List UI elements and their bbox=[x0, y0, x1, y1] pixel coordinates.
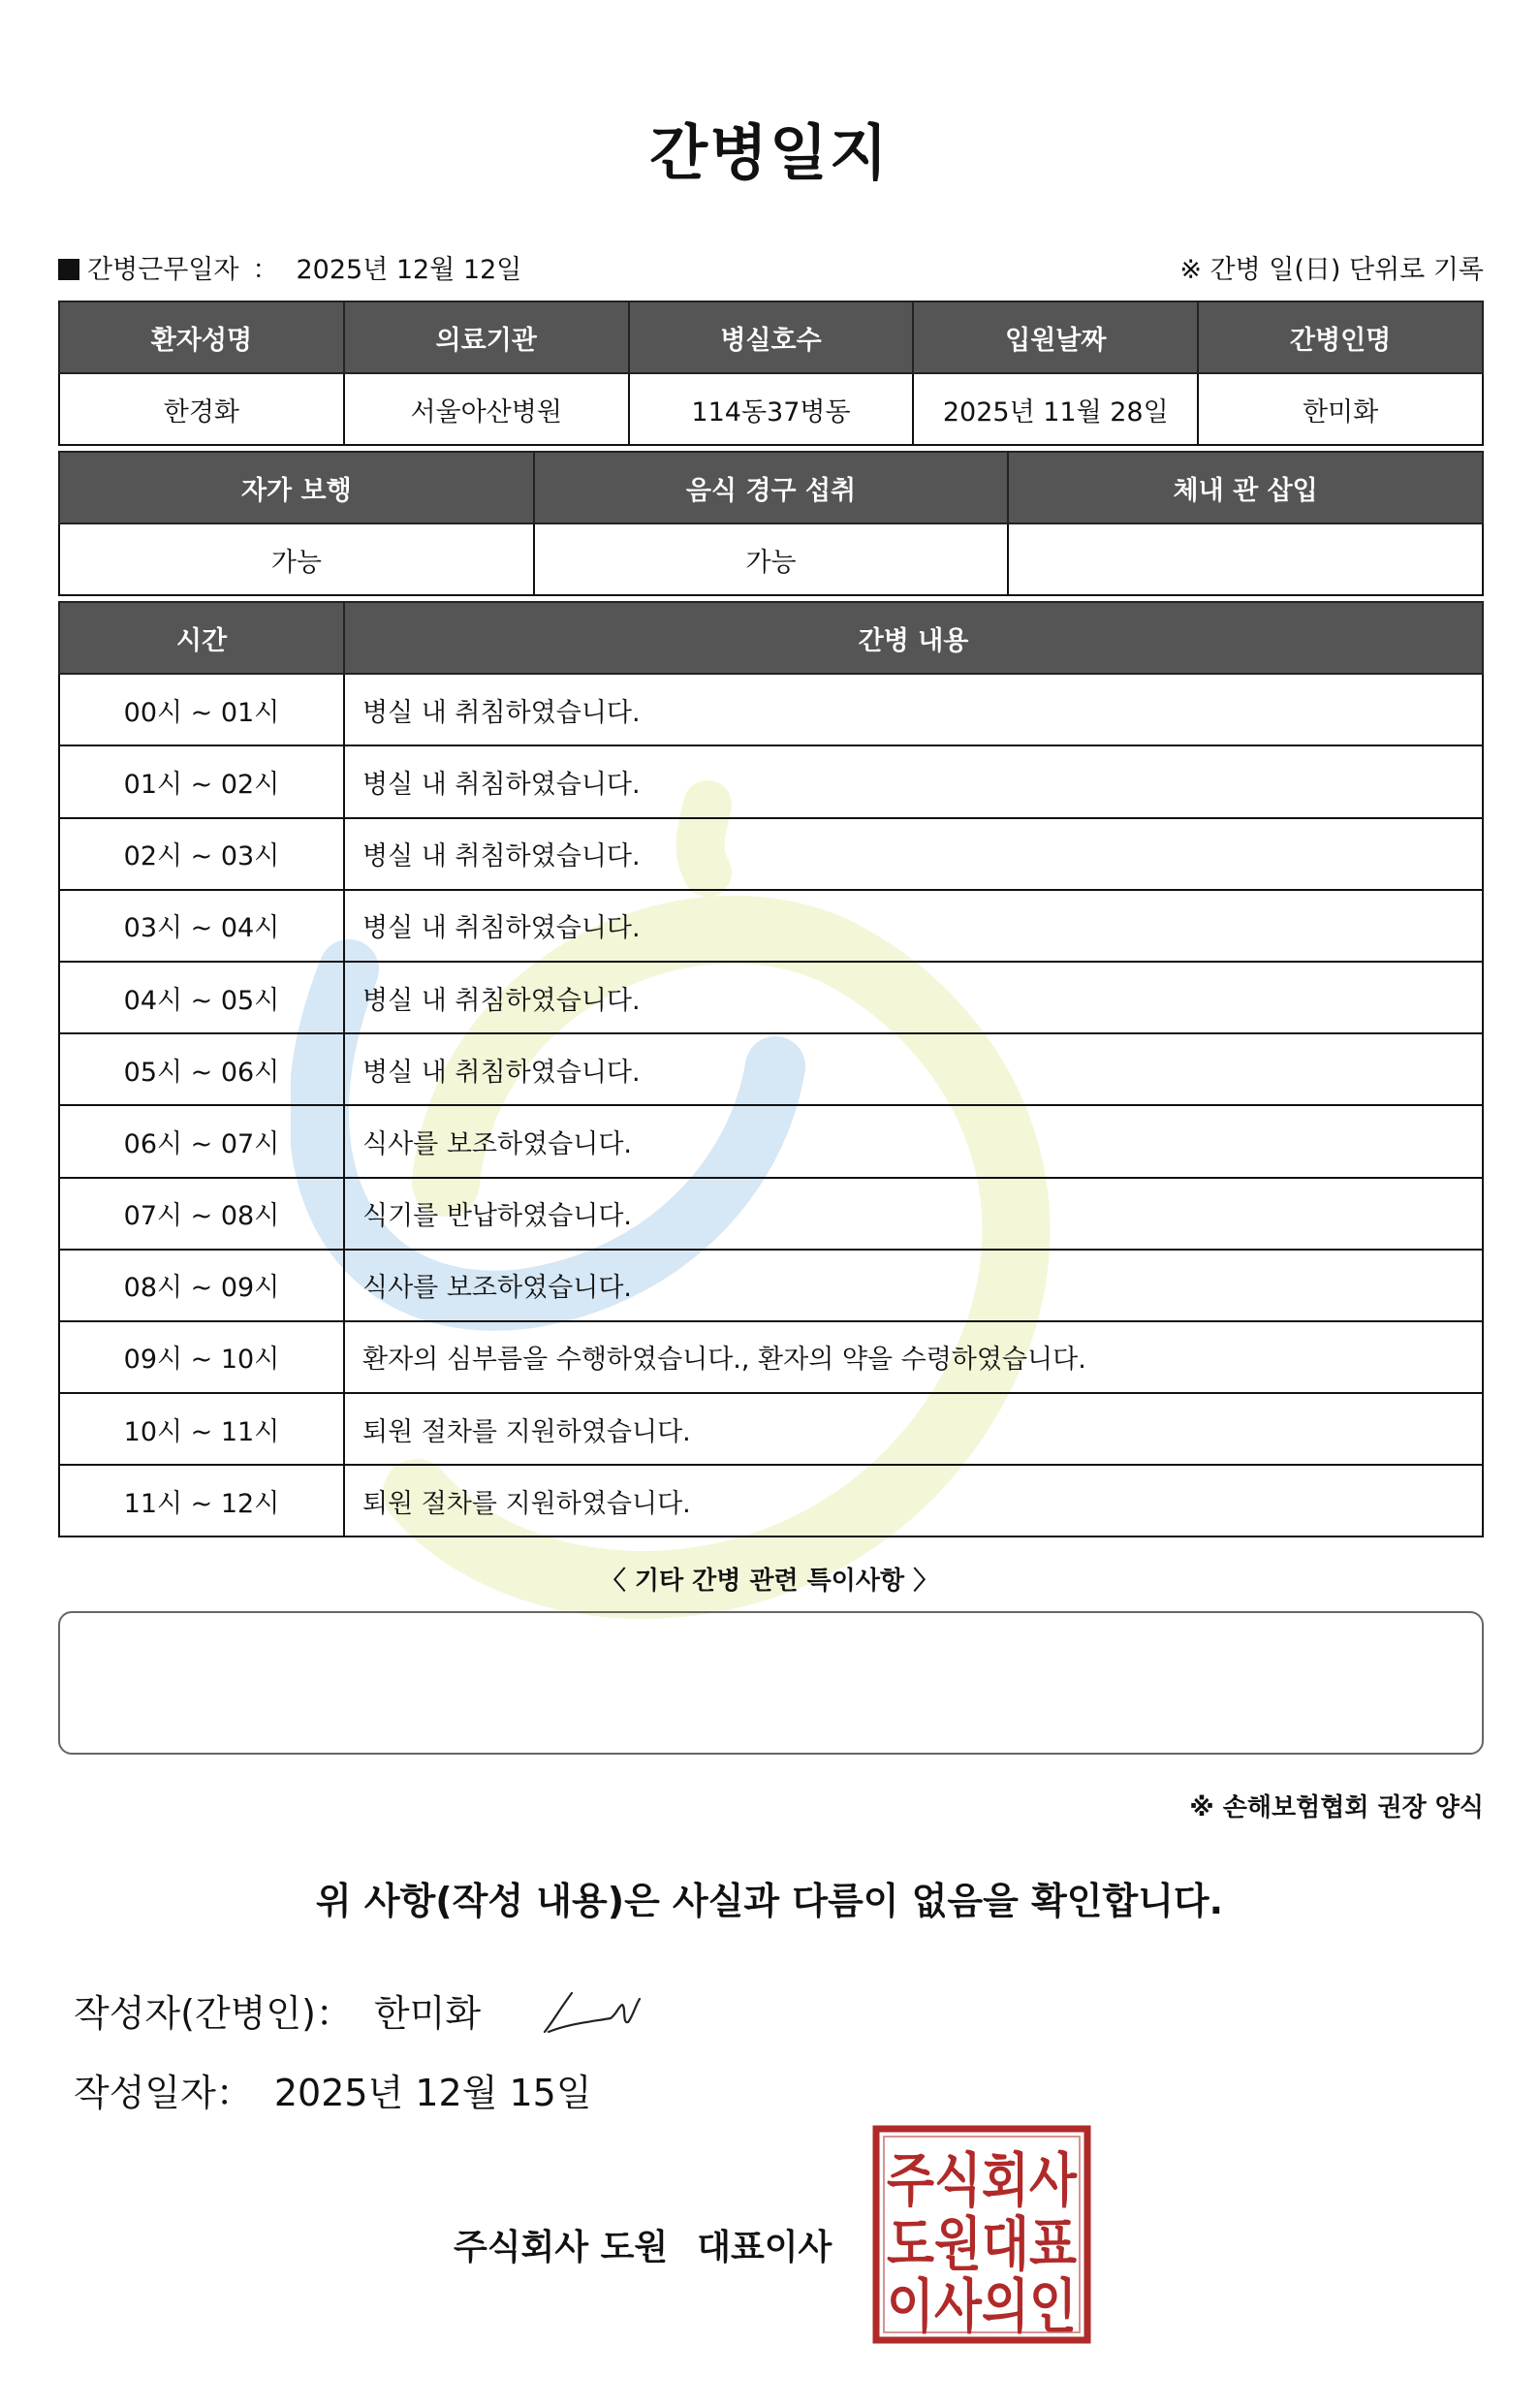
table-row bbox=[59, 745, 1483, 817]
time-cell: 05시 ~ 06시 bbox=[59, 1033, 344, 1105]
content-cell: 병실 내 취침하였습니다. bbox=[344, 1033, 1483, 1105]
seal-line-2: 도원대표 bbox=[887, 2211, 1078, 2279]
patient-name: 한경화 bbox=[59, 373, 344, 445]
room-number: 114동37병동 bbox=[629, 373, 914, 445]
time-cell: 08시 ~ 09시 bbox=[59, 1250, 344, 1321]
content-cell: 식기를 반납하였습니다. bbox=[344, 1178, 1483, 1250]
time-cell: 04시 ~ 05시 bbox=[59, 962, 344, 1033]
patient-status-header-row bbox=[59, 452, 1483, 523]
square-bullet-icon bbox=[58, 259, 79, 280]
header-room: 병실호수 bbox=[629, 301, 914, 373]
company-title: 대표이사 bbox=[697, 2228, 832, 2267]
company-name: 주식회사 도원 bbox=[454, 2228, 669, 2267]
work-date-label: 간병근무일자 bbox=[87, 255, 239, 285]
header-tube-insertion: 체내 관 삽입 bbox=[1008, 452, 1483, 523]
header-time: 시간 bbox=[59, 602, 344, 674]
time-cell: 01시 ~ 02시 bbox=[59, 745, 344, 817]
content-cell: 병실 내 취침하였습니다. bbox=[344, 890, 1483, 962]
table-row bbox=[59, 962, 1483, 1033]
unit-note: ※ 간병 일(日) 단위로 기록 bbox=[1179, 255, 1484, 285]
work-date-colon: ： bbox=[252, 255, 279, 285]
company-seal bbox=[872, 2125, 1091, 2344]
date-line bbox=[74, 2063, 592, 2116]
time-cell: 09시 ~ 10시 bbox=[59, 1321, 344, 1393]
date-label: 작성일자： bbox=[74, 2072, 253, 2114]
confirmation-statement: 위 사항(작성 내용)은 사실과 다름이 없음을 확인합니다. bbox=[315, 1880, 1224, 1922]
patient-info-value-row bbox=[59, 373, 1483, 445]
oral-intake-value: 가능 bbox=[534, 523, 1009, 595]
work-date-line bbox=[58, 248, 521, 286]
table-row bbox=[59, 674, 1483, 745]
writer-name: 한미화 bbox=[373, 1992, 482, 2035]
content-cell: 병실 내 취침하였습니다. bbox=[344, 674, 1483, 745]
self-walking-value: 가능 bbox=[59, 523, 534, 595]
caregiver-name: 한미화 bbox=[1198, 373, 1483, 445]
header-patient-name: 환자성명 bbox=[59, 301, 344, 373]
form-note: ※ 손해보험협회 권장 양식 bbox=[1189, 1793, 1484, 1822]
header-caregiver-name: 간병인명 bbox=[1198, 301, 1483, 373]
content-cell: 퇴원 절차를 지원하였습니다. bbox=[344, 1393, 1483, 1465]
date-value: 2025년 12월 15일 bbox=[273, 2072, 592, 2114]
patient-status-value-row bbox=[59, 523, 1483, 595]
document-title: 간병일지 bbox=[649, 117, 890, 188]
hospital-name: 서울아산병원 bbox=[344, 373, 629, 445]
header-oral-intake: 음식 경구 섭취 bbox=[534, 452, 1009, 523]
time-cell: 02시 ~ 03시 bbox=[59, 818, 344, 890]
patient-info-table bbox=[58, 301, 1484, 446]
seal-line-1: 주식회사 bbox=[887, 2147, 1078, 2215]
content-cell: 퇴원 절차를 지원하였습니다. bbox=[344, 1465, 1483, 1537]
table-row bbox=[59, 1178, 1483, 1250]
table-row bbox=[59, 1033, 1483, 1105]
table-row bbox=[59, 1321, 1483, 1393]
tube-insertion-value bbox=[1008, 523, 1483, 595]
care-log-header-row bbox=[59, 602, 1483, 674]
time-cell: 07시 ~ 08시 bbox=[59, 1178, 344, 1250]
patient-status-table bbox=[58, 451, 1484, 596]
handwritten-signature bbox=[539, 1985, 645, 2040]
content-cell: 식사를 보조하였습니다. bbox=[344, 1105, 1483, 1177]
time-cell: 00시 ~ 01시 bbox=[59, 674, 344, 745]
time-cell: 11시 ~ 12시 bbox=[59, 1465, 344, 1537]
time-cell: 10시 ~ 11시 bbox=[59, 1393, 344, 1465]
table-row bbox=[59, 1393, 1483, 1465]
header-care-content: 간병 내용 bbox=[344, 602, 1483, 674]
special-notes-title: 〈 기타 간병 관련 특이사항 〉 bbox=[600, 1567, 939, 1596]
header-admission-date: 입원날짜 bbox=[913, 301, 1198, 373]
content-cell: 병실 내 취침하였습니다. bbox=[344, 962, 1483, 1033]
header-hospital: 의료기관 bbox=[344, 301, 629, 373]
writer-label: 작성자(간병인)： bbox=[74, 1992, 353, 2035]
table-row bbox=[59, 818, 1483, 890]
seal-line-3: 이사의인 bbox=[887, 2273, 1077, 2341]
writer-line bbox=[74, 1983, 481, 2037]
table-row bbox=[59, 1250, 1483, 1321]
care-log-table bbox=[58, 601, 1484, 1537]
header-self-walking: 자가 보행 bbox=[59, 452, 534, 523]
company-signature-line bbox=[454, 2220, 832, 2269]
content-cell: 환자의 심부름을 수행하였습니다., 환자의 약을 수령하였습니다. bbox=[344, 1321, 1483, 1393]
content-cell: 병실 내 취침하였습니다. bbox=[344, 818, 1483, 890]
table-row bbox=[59, 1465, 1483, 1537]
time-cell: 06시 ~ 07시 bbox=[59, 1105, 344, 1177]
time-cell: 03시 ~ 04시 bbox=[59, 890, 344, 962]
content-cell: 식사를 보조하였습니다. bbox=[344, 1250, 1483, 1321]
patient-info-header-row bbox=[59, 301, 1483, 373]
content-cell: 병실 내 취침하였습니다. bbox=[344, 745, 1483, 817]
work-date-value: 2025년 12월 12일 bbox=[296, 255, 522, 285]
table-row bbox=[59, 1105, 1483, 1177]
table-row bbox=[59, 890, 1483, 962]
admission-date: 2025년 11월 28일 bbox=[913, 373, 1198, 445]
special-notes-box[interactable] bbox=[58, 1611, 1484, 1755]
